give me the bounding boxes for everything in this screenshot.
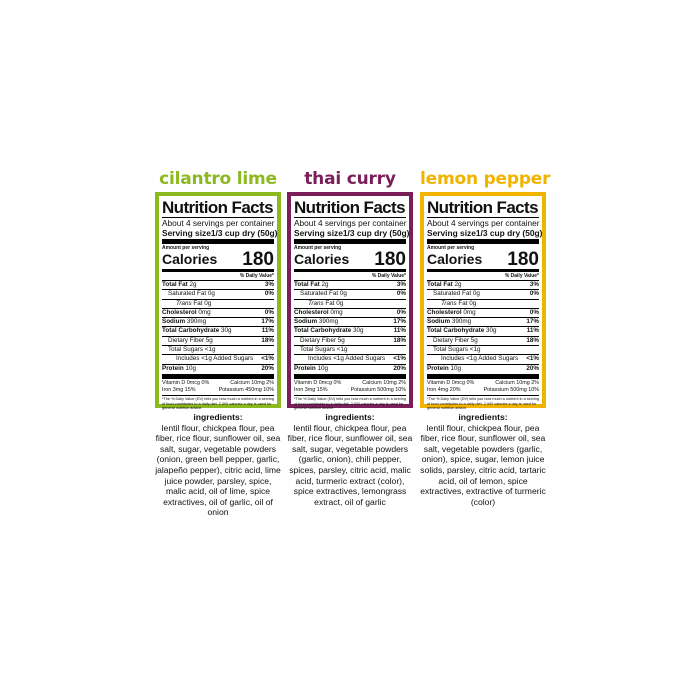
nutrient-amount: 0g — [339, 290, 347, 298]
nutrient-daily-value: 18% — [393, 336, 406, 344]
serving-size-label: Serving size — [162, 228, 211, 238]
nutrient-daily-value: 3% — [529, 281, 539, 288]
nutrient-name: Sodium — [162, 318, 186, 326]
nutrient-name: Total Fat — [162, 281, 188, 288]
nutrition-facts-title: Nutrition Facts — [162, 198, 273, 217]
nutrient-name: Cholesterol — [162, 308, 197, 316]
amount-per-serving: Amount per serving — [162, 245, 210, 251]
nutrient-amount: 0mg — [463, 308, 476, 316]
row-dietary-fiber — [162, 336, 274, 345]
vitamin-d: Vitamin D 0mcg 0% — [162, 379, 210, 386]
nutrient-amount: Fat 0g — [193, 299, 212, 307]
nutrient-name: Total Sugars — [168, 346, 204, 354]
nutrient-daily-value: 20% — [393, 364, 406, 372]
nutrient-name: Trans — [308, 299, 324, 307]
row-total-carbohydrate — [294, 326, 406, 335]
nutrient-name: Trans — [441, 299, 457, 307]
daily-value-footnote: *The % Daily Value (DV) tells you how much a nutrient in a serving of food contributes to a daily diet. 2,000 calories a day is used for general nutrition advice. — [162, 396, 274, 411]
nutrient-amount: Fat 0g — [458, 299, 477, 307]
calcium: Calcium 10mg 2% — [495, 379, 539, 386]
nutrient-name: Total Carbohydrate — [427, 327, 485, 335]
row-total-sugars — [162, 345, 274, 354]
nutrition-facts-title: Nutrition Facts — [294, 198, 405, 217]
nutrient-amount: 30g — [353, 327, 364, 335]
nutrient-name: Includes <1g Added Sugars — [176, 355, 254, 363]
row-total-fat — [162, 280, 274, 289]
servings-per-container: About 4 servings per container — [162, 218, 275, 228]
ingredients-block — [287, 412, 413, 507]
nutrition-facts-panel — [287, 192, 413, 411]
row-saturated-fat — [427, 289, 539, 298]
row-total-carbohydrate — [427, 326, 539, 335]
nutrient-daily-value: 17% — [393, 318, 406, 326]
nutrition-facts-panel — [155, 192, 281, 411]
row-protein — [294, 364, 406, 373]
nutrient-name: Dietary Fiber — [300, 336, 337, 344]
row-total-fat — [427, 280, 539, 289]
nutrient-amount: <1g — [204, 346, 216, 354]
daily-value-header: % Daily Value* — [239, 273, 274, 279]
calories-value: 180 — [507, 249, 539, 270]
daily-value-footnote: *The % Daily Value (DV) tells you how much a nutrient in a serving of food contributes to a daily diet. 2,000 calories a day is used for general nutrition advice. — [427, 396, 539, 411]
nutrient-name: Includes <1g Added Sugars — [441, 355, 519, 363]
nutrient-amount: <1g — [336, 346, 348, 354]
nutrient-daily-value: <1% — [393, 355, 406, 363]
cilantro-lime-column — [155, 168, 281, 518]
nutrient-name: Total Sugars — [433, 346, 469, 354]
calcium: Calcium 10mg 2% — [362, 379, 406, 386]
nutrient-name: Cholesterol — [294, 308, 329, 316]
row-total-fat — [294, 280, 406, 289]
serving-size-value: 1/3 cup dry (50g) — [342, 228, 410, 238]
calories-value: 180 — [242, 249, 274, 270]
ingredients-heading: ingredients: — [458, 412, 508, 422]
nutrient-amount: 2g — [321, 281, 329, 288]
serving-size-label: Serving size — [427, 228, 476, 238]
daily-value-header: % Daily Value* — [371, 273, 406, 279]
row-added-sugars — [427, 354, 539, 363]
ingredients-text: lentil flour, chickpea flour, pea fiber, rice flour, sunflower oil, sea salt, vegetable powders (garlic, onion), spice, sugar, lemon juice solids, parsley, citric acid, tartaric acid, oil of lemon, spice extractives, extractive of turmeric (color) — [420, 422, 546, 507]
minerals-row-1 — [294, 380, 406, 388]
row-protein — [427, 364, 539, 373]
nutrient-amount: 2g — [189, 281, 197, 288]
calories-row — [294, 251, 406, 268]
nutrient-daily-value: 11% — [526, 327, 539, 335]
row-sodium — [427, 317, 539, 326]
nutrient-name: Sodium — [294, 318, 318, 326]
nutrient-amount: 5g — [205, 336, 213, 344]
row-dietary-fiber — [427, 336, 539, 345]
nutrient-amount: 0g — [472, 290, 480, 298]
nutrient-amount: 0mg — [330, 308, 343, 316]
nutrient-name: Trans — [176, 299, 192, 307]
amount-per-serving: Amount per serving — [294, 245, 342, 251]
nutrient-daily-value: 3% — [396, 281, 406, 288]
flavor-name: thai curry — [304, 169, 396, 189]
row-cholesterol — [294, 308, 406, 317]
ingredients-heading: ingredients: — [193, 412, 243, 422]
row-saturated-fat — [162, 289, 274, 298]
nutrient-name: Includes <1g Added Sugars — [308, 355, 386, 363]
servings-per-container: About 4 servings per container — [427, 218, 540, 228]
nutrient-name: Total Carbohydrate — [162, 327, 220, 335]
row-trans-fat — [294, 299, 406, 308]
minerals-row-2 — [294, 387, 406, 395]
flavor-name: lemon pepper — [420, 169, 551, 189]
nutrient-daily-value: 18% — [526, 336, 539, 344]
nutrient-daily-value: 0% — [529, 290, 539, 298]
nutrient-amount: 2g — [454, 281, 462, 288]
iron: Iron 4mg 20% — [427, 387, 461, 394]
nutrient-daily-value: 20% — [526, 364, 539, 372]
calories-value: 180 — [374, 249, 406, 270]
nutrient-amount: 10g — [317, 364, 328, 372]
calories-label: Calories — [427, 251, 483, 267]
row-total-sugars — [427, 345, 539, 354]
row-saturated-fat — [294, 289, 406, 298]
daily-value-footnote: *The % Daily Value (DV) tells you how much a nutrient in a serving of food contributes to a daily diet. 2,000 calories a day is used for general nutrition advice. — [294, 396, 406, 411]
minerals-row-1 — [427, 380, 539, 388]
nutrient-daily-value: 0% — [529, 308, 539, 316]
nutrient-name: Saturated Fat — [168, 290, 207, 298]
nutrient-name: Total Sugars — [300, 346, 336, 354]
row-added-sugars — [294, 354, 406, 363]
minerals-row-2 — [427, 387, 539, 395]
nutrient-amount: Fat 0g — [325, 299, 344, 307]
nutrient-daily-value: 11% — [393, 327, 406, 335]
row-trans-fat — [427, 299, 539, 308]
nutrient-daily-value: 0% — [264, 290, 274, 298]
serving-size-value: 1/3 cup dry (50g) — [475, 228, 543, 238]
serving-size-label: Serving size — [294, 228, 343, 238]
nutrient-name: Dietary Fiber — [433, 336, 470, 344]
serving-size — [162, 228, 278, 238]
iron: Iron 3mg 15% — [294, 387, 328, 394]
nutrient-name: Cholesterol — [427, 308, 462, 316]
nutrient-name: Sodium — [427, 318, 451, 326]
potassium: Potassium 500mg 10% — [483, 387, 539, 394]
nutrient-amount: 5g — [337, 336, 345, 344]
nutrient-amount: 30g — [486, 327, 497, 335]
nutrient-daily-value: 0% — [396, 290, 406, 298]
serving-size-value: 1/3 cup dry (50g) — [210, 228, 278, 238]
servings-per-container: About 4 servings per container — [294, 218, 407, 228]
ingredients-text: lentil flour, chickpea flour, pea fiber, rice flour, sunflower oil, sea salt, sugar, vegetable powders (garlic, onion), chili pepper, spices, parsley, citric acid, malic acid, turmeric extract (color), spice extractives, lemongrass extract, oil of garlic — [287, 422, 413, 507]
nutrient-name: Protein — [427, 364, 449, 372]
serving-size — [294, 228, 410, 238]
minerals-row-1 — [162, 380, 274, 388]
row-total-sugars — [294, 345, 406, 354]
calories-label: Calories — [162, 251, 218, 267]
nutrient-amount: 10g — [185, 364, 196, 372]
row-trans-fat — [162, 299, 274, 308]
vitamin-d: Vitamin D 0mcg 0% — [427, 379, 475, 386]
nutrient-amount: 390mg — [451, 318, 472, 326]
calories-row — [427, 251, 539, 268]
calcium: Calcium 10mg 2% — [230, 379, 274, 386]
nutrient-amount: 0mg — [198, 308, 211, 316]
row-total-carbohydrate — [162, 326, 274, 335]
nutrient-daily-value: 20% — [261, 364, 274, 372]
row-sodium — [162, 317, 274, 326]
nutrient-daily-value: <1% — [261, 355, 274, 363]
row-cholesterol — [162, 308, 274, 317]
nutrient-daily-value: 11% — [261, 327, 274, 335]
nutrition-facts-panel — [420, 192, 546, 411]
nutrient-amount: 5g — [470, 336, 478, 344]
nutrient-daily-value: 18% — [261, 336, 274, 344]
thai-curry-column — [287, 168, 413, 507]
potassium: Potassium 500mg 10% — [350, 387, 406, 394]
calories-label: Calories — [294, 251, 350, 267]
row-dietary-fiber — [294, 336, 406, 345]
nutrient-daily-value: 0% — [396, 308, 406, 316]
row-sodium — [294, 317, 406, 326]
nutrient-amount: <1g — [469, 346, 481, 354]
nutrient-daily-value: 17% — [261, 318, 274, 326]
iron: Iron 3mg 15% — [162, 387, 196, 394]
nutrient-daily-value: 17% — [526, 318, 539, 326]
nutrient-amount: 30g — [221, 327, 232, 335]
ingredients-heading: ingredients: — [325, 412, 375, 422]
nutrient-daily-value: 3% — [264, 281, 274, 288]
row-cholesterol — [427, 308, 539, 317]
ingredients-block — [155, 412, 281, 518]
nutrient-amount: 390mg — [186, 318, 207, 326]
lemon-pepper-column — [420, 168, 551, 507]
nutrient-amount: 10g — [450, 364, 461, 372]
vitamin-d: Vitamin D 0mcg 0% — [294, 379, 342, 386]
serving-size — [427, 228, 543, 238]
daily-value-header: % Daily Value* — [504, 273, 539, 279]
nutrient-amount: 390mg — [318, 318, 339, 326]
ingredients-text: lentil flour, chickpea flour, pea fiber, rice flour, sunflower oil, sea salt, sugar, vegetable powders (onion, green bell pepper, garlic, jalapeño pepper), citric acid, lime juice powder, parsley, spice, malic acid, oil of lime, spice extractives, oil of garlic, oil of onion — [155, 422, 281, 518]
row-protein — [162, 364, 274, 373]
minerals-row-2 — [162, 387, 274, 395]
nutrient-daily-value: <1% — [526, 355, 539, 363]
nutrient-name: Total Carbohydrate — [294, 327, 352, 335]
ingredients-block — [420, 412, 546, 507]
nutrient-name: Total Fat — [294, 281, 320, 288]
potassium: Potassium 450mg 10% — [218, 387, 274, 394]
nutrient-daily-value: 0% — [264, 308, 274, 316]
nutrient-name: Dietary Fiber — [168, 336, 205, 344]
amount-per-serving: Amount per serving — [427, 245, 475, 251]
nutrient-name: Saturated Fat — [433, 290, 472, 298]
nutrient-name: Total Fat — [427, 281, 453, 288]
nutrition-facts-title: Nutrition Facts — [427, 198, 538, 217]
nutrient-name: Protein — [294, 364, 316, 372]
nutrient-name: Saturated Fat — [300, 290, 339, 298]
row-added-sugars — [162, 354, 274, 363]
nutrient-name: Protein — [162, 364, 184, 372]
flavor-name: cilantro lime — [159, 169, 277, 189]
nutrient-amount: 0g — [207, 290, 215, 298]
calories-row — [162, 251, 274, 268]
